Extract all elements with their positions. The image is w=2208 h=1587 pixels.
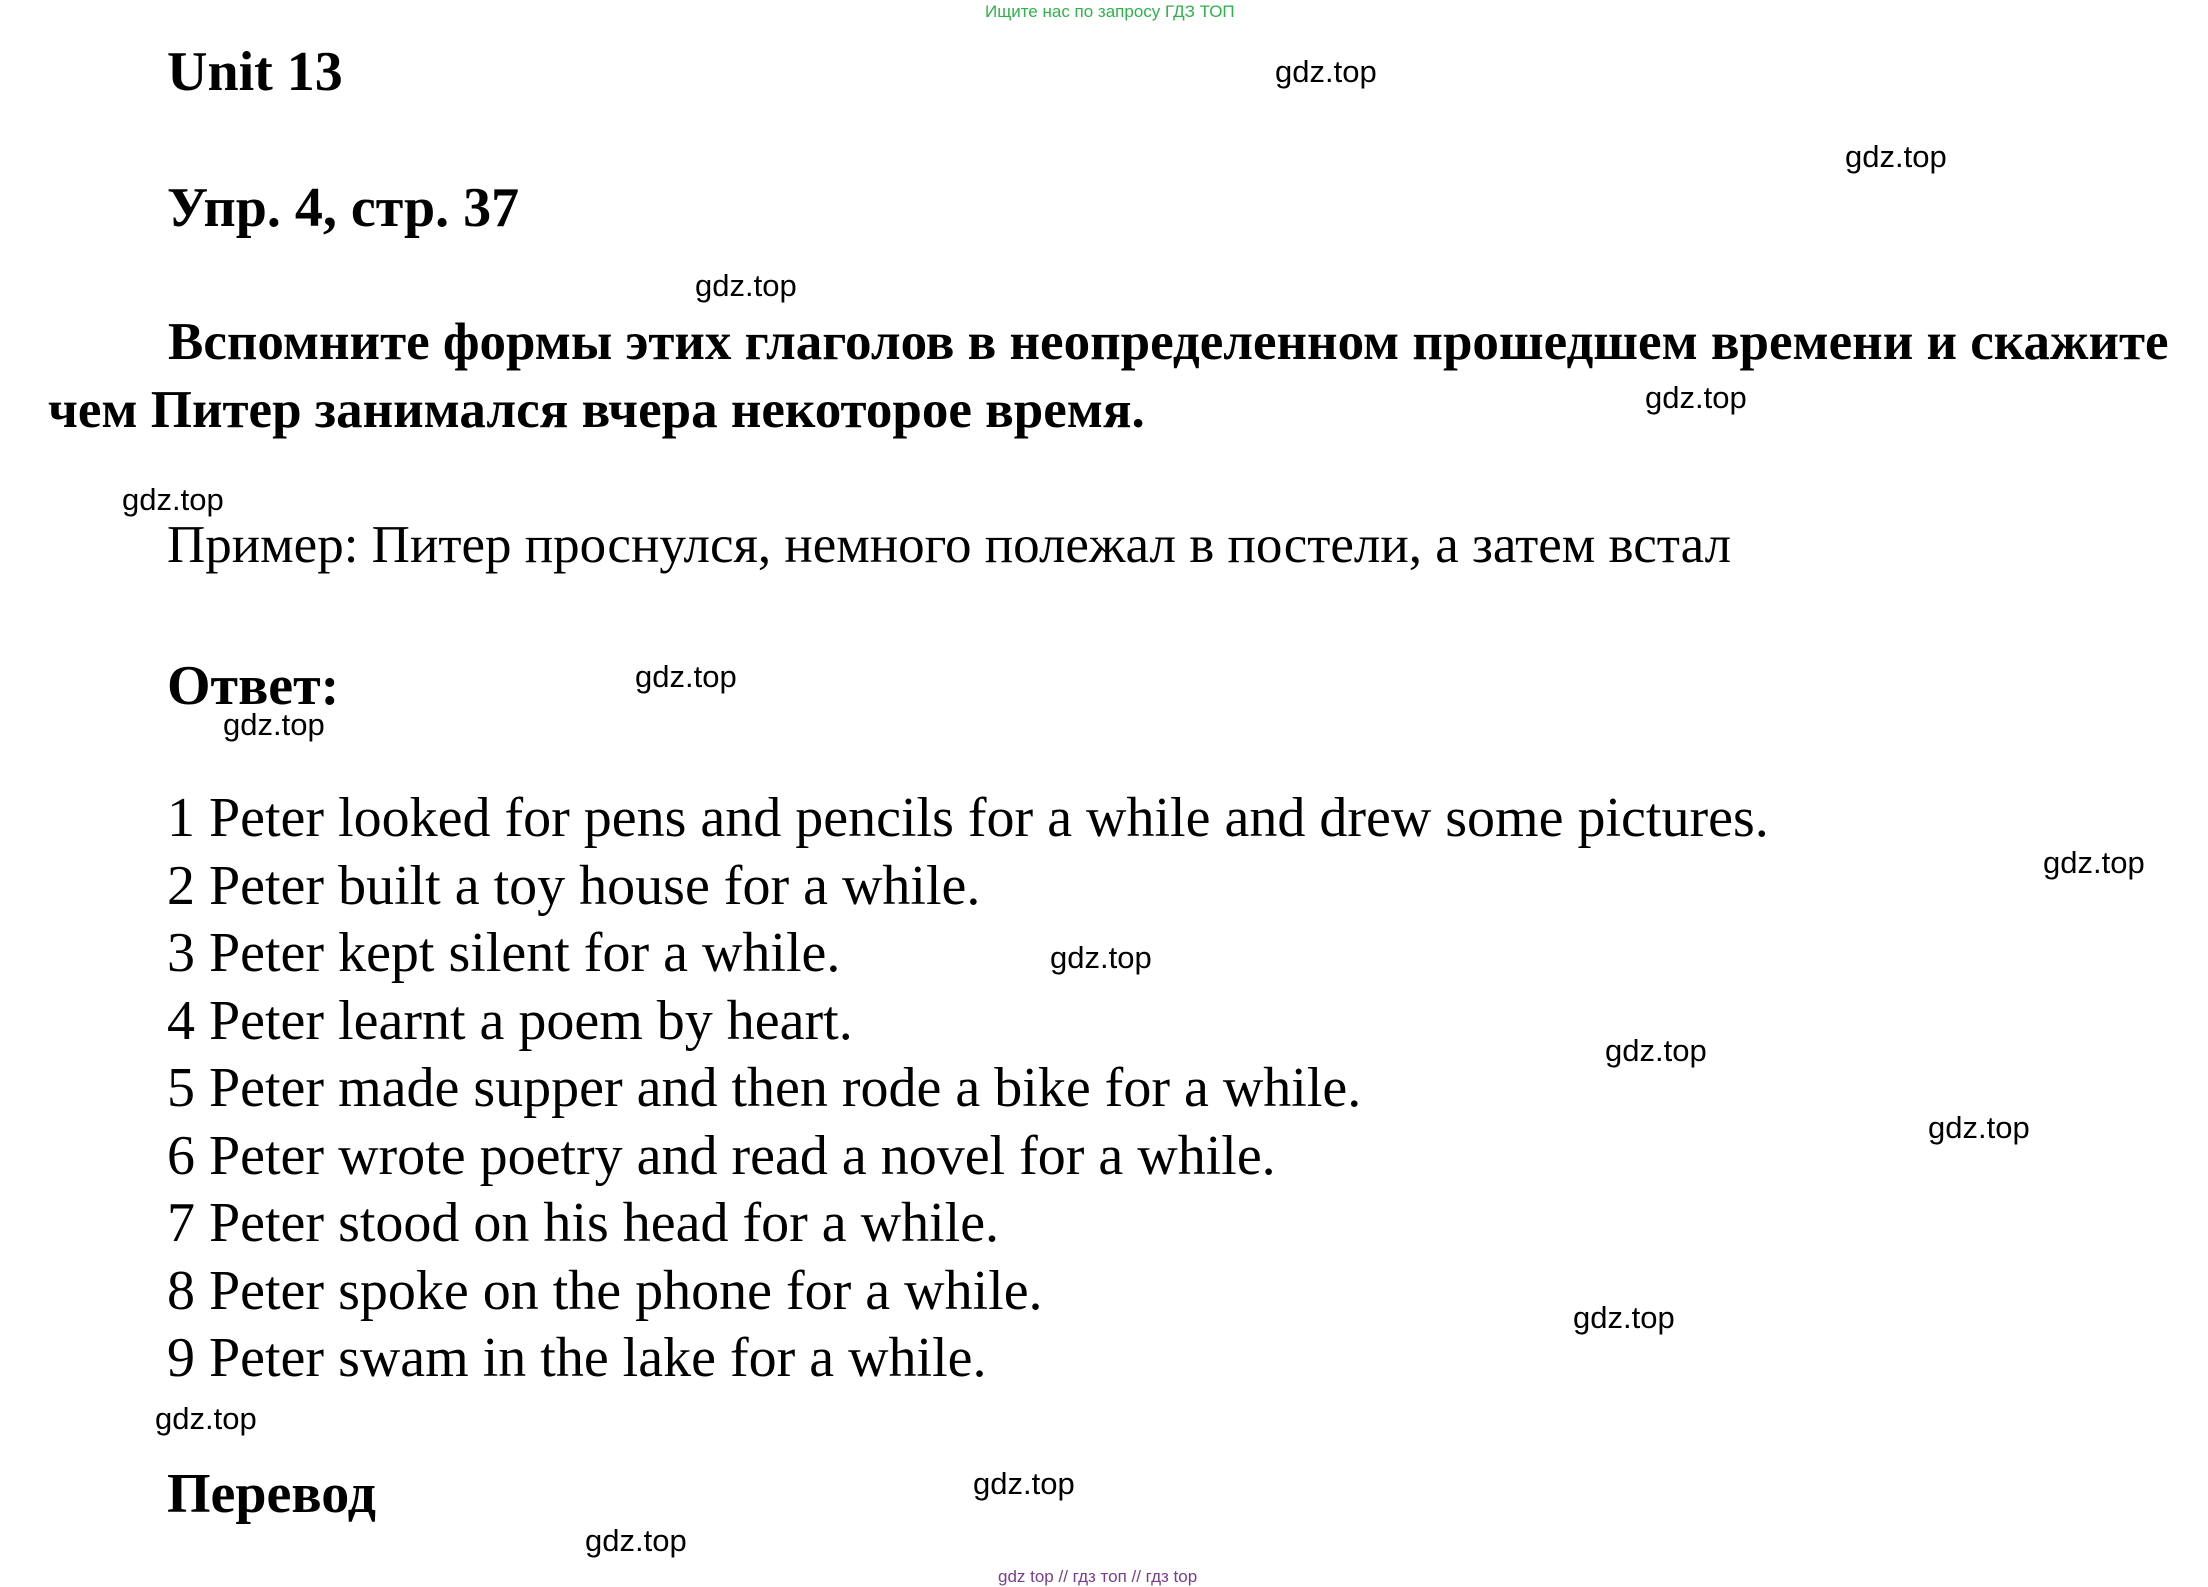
- answer-heading: Ответ:: [167, 655, 340, 717]
- watermark: gdz.top: [1573, 1300, 1675, 1335]
- top-banner: Ищите нас по запросу ГДЗ ТОП: [985, 2, 1235, 21]
- answer-item: 3 Peter kept silent for a while.: [167, 922, 841, 984]
- unit-title: Unit 13: [167, 41, 343, 103]
- answer-item: 5 Peter made supper and then rode a bike for a while.: [167, 1057, 1362, 1119]
- watermark: gdz.top: [635, 659, 737, 694]
- watermark: gdz.top: [1605, 1033, 1707, 1068]
- watermark: gdz.top: [1050, 940, 1152, 975]
- watermark: gdz.top: [2043, 845, 2145, 880]
- exercise-title: Упр. 4, стр. 37: [167, 177, 520, 239]
- watermark: gdz.top: [973, 1466, 1075, 1501]
- answer-item: 6 Peter wrote poetry and read a novel for a while.: [167, 1124, 1276, 1187]
- watermark: gdz.top: [585, 1523, 687, 1558]
- answer-item: 9 Peter swam in the lake for a while.: [167, 1327, 987, 1389]
- bottom-banner: gdz top // гдз топ // гдз top: [998, 1567, 1198, 1586]
- answer-list: [167, 785, 1769, 1393]
- task-text: Вспомните формы этих глаголов в неопределенном прошедшем времени и скажите чем Питер занимался вчера некоторое время.: [48, 313, 2169, 439]
- watermark: gdz.top: [1845, 139, 1947, 174]
- watermark: gdz.top: [695, 268, 797, 303]
- answer-item: 7 Peter stood on his head for a while.: [167, 1192, 1000, 1254]
- answer-item: 8 Peter spoke on the phone for a while.: [167, 1259, 1043, 1322]
- example-text: Пример: Питер проснулся, немного полежал в постели, а затем встал: [167, 516, 1732, 574]
- answer-item: 4 Peter learnt a poem by heart.: [167, 989, 853, 1052]
- watermark: gdz.top: [1645, 380, 1747, 415]
- watermark: gdz.top: [122, 482, 224, 517]
- watermark: gdz.top: [1275, 54, 1377, 89]
- answer-item: 1 Peter looked for pens and pencils for a while and drew some pictures.: [167, 787, 1769, 849]
- translation-heading: Перевод: [167, 1463, 376, 1525]
- answer-item: 2 Peter built a toy house for a while.: [167, 854, 981, 917]
- watermark: gdz.top: [1928, 1110, 2030, 1145]
- watermark: gdz.top: [223, 707, 325, 742]
- watermark: gdz.top: [155, 1401, 257, 1436]
